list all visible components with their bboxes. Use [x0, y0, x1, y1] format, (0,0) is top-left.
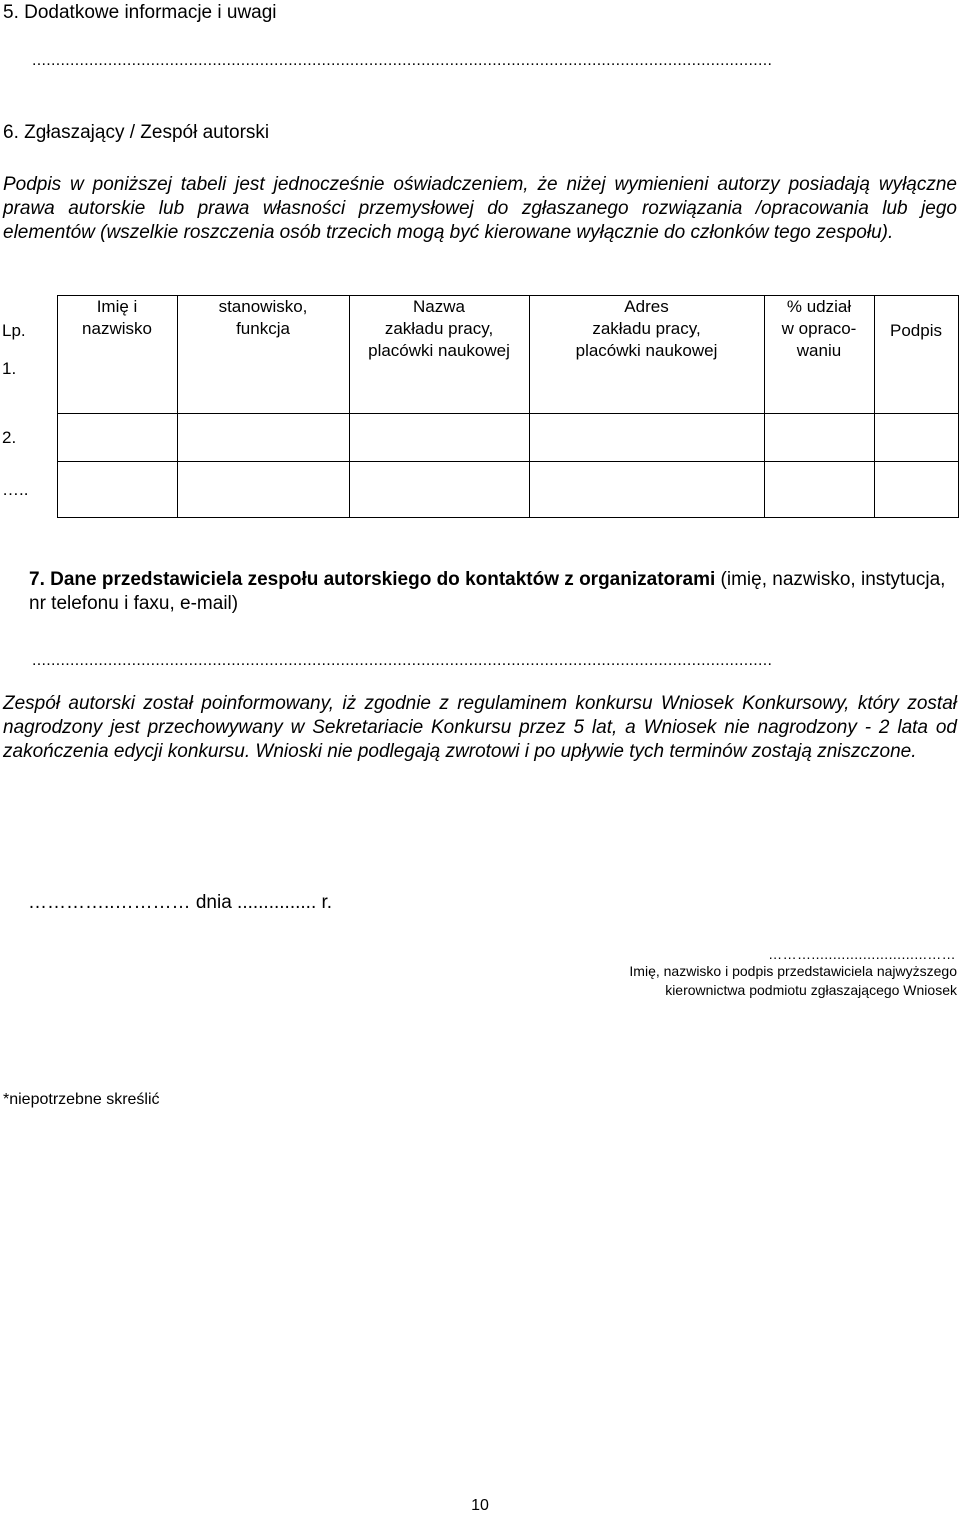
- signature-cell[interactable]: [874, 414, 958, 462]
- section-7-heading-rest: (imię, nazwisko, instytucja, nr telefonu i faxu, e-mail): [29, 569, 946, 614]
- footnote: *niepotrzebne skreślić: [3, 1091, 160, 1108]
- signature-header: Podpis: [890, 321, 942, 340]
- position-header-line1: stanowisko,: [218, 297, 308, 316]
- workplace-name-header-line2: zakładu pracy,: [384, 319, 494, 338]
- share-header-line2: w opraco-: [781, 319, 857, 338]
- workplace-name-cell[interactable]: [349, 462, 529, 518]
- table-header-row: [2, 296, 958, 414]
- share-cell[interactable]: [764, 414, 874, 462]
- row-number-1: 1.: [2, 358, 17, 378]
- row-number-more: …..: [2, 479, 29, 499]
- signature-cell[interactable]: [874, 462, 958, 518]
- signature-caption-line2: kierownictwa podmiotu zgłaszającego Wniosek: [665, 982, 957, 998]
- position-header-cell: [177, 296, 349, 414]
- workplace-address-cell[interactable]: [529, 414, 764, 462]
- table-row: [2, 462, 958, 518]
- name-cell[interactable]: [57, 414, 177, 462]
- signature-caption-line1: Imię, nazwisko i podpis przedstawiciela najwyższego: [629, 963, 957, 979]
- name-header-line2: nazwisko: [82, 319, 152, 338]
- name-cell[interactable]: [57, 462, 177, 518]
- table-row: [2, 414, 958, 462]
- share-cell[interactable]: [764, 462, 874, 518]
- workplace-name-cell[interactable]: [349, 414, 529, 462]
- signature-header-cell: [874, 296, 958, 414]
- lp-header-cell: [2, 296, 57, 414]
- section-7-heading-bold: 7. Dane przedstawiciela zespołu autorskiego do kontaktów z organizatorami: [29, 569, 716, 590]
- name-header-cell: [57, 296, 177, 414]
- workplace-address-header-line1: Adres: [624, 297, 669, 316]
- position-cell[interactable]: [177, 414, 349, 462]
- name-header-line1: Imię i: [96, 297, 138, 316]
- row-number-cell: [2, 414, 57, 462]
- retention-notice: Zespół autorski został poinformowany, iż zgodnie z regulaminem konkursu Wniosek Konkursowy, który został nagrodzony jest przechowywany w Sekretariacie Konkursu przez 5 lat, a Wniosek nie nagrodzony - 2 lata od zakończenia edycji konkursu. Wnioski nie podlegają zwrotowi i po upływie tych terminów zostają zniszczone.: [3, 693, 957, 762]
- position-header-line2: funkcja: [236, 319, 290, 338]
- section-5-heading: 5. Dodatkowe informacje i uwagi: [3, 2, 277, 23]
- signature-caption: [629, 962, 957, 1000]
- share-header-line1: % udział: [786, 297, 852, 316]
- section-7-heading: [29, 568, 954, 616]
- workplace-name-header-line1: Nazwa: [413, 297, 465, 316]
- row-number-cell: [2, 462, 57, 518]
- workplace-name-header-line3: placówki naukowej: [368, 341, 510, 360]
- workplace-name-header-cell: [349, 296, 529, 414]
- place-date-line: …………..………… dnia ............... r.: [28, 892, 333, 913]
- position-cell[interactable]: [177, 462, 349, 518]
- workplace-address-header-line3: placówki naukowej: [575, 341, 718, 360]
- workplace-address-cell[interactable]: [529, 462, 764, 518]
- authorship-statement: Podpis w poniższej tabeli jest jednocześnie oświadczeniem, że niżej wymienieni autorzy posiadają wyłączne prawa autorskie lub prawa własności przemysłowej do zgłaszanego rozwiązania /opracowania lub jego elementów (wszelkie roszczenia osób trzecich mogą być kierowane wyłącznie do członków tego zespołu).: [3, 174, 957, 243]
- lp-header: Lp.: [2, 320, 26, 340]
- workplace-address-header-cell: [529, 296, 764, 414]
- signature-fill-line: ………...........................……: [768, 946, 956, 962]
- section-5-fill-line: ............................................................................................................................................................: [32, 52, 773, 69]
- row-number-2: 2.: [2, 427, 17, 447]
- share-header-line3: waniu: [796, 341, 842, 360]
- workplace-address-header-line2: zakładu pracy,: [592, 319, 701, 338]
- share-header-cell: [764, 296, 874, 414]
- section-7-fill-line: ............................................................................................................................................................: [32, 652, 773, 669]
- authors-table: [2, 295, 959, 518]
- page-number: 10: [471, 1497, 489, 1514]
- section-6-heading: 6. Zgłaszający / Zespół autorski: [3, 122, 270, 143]
